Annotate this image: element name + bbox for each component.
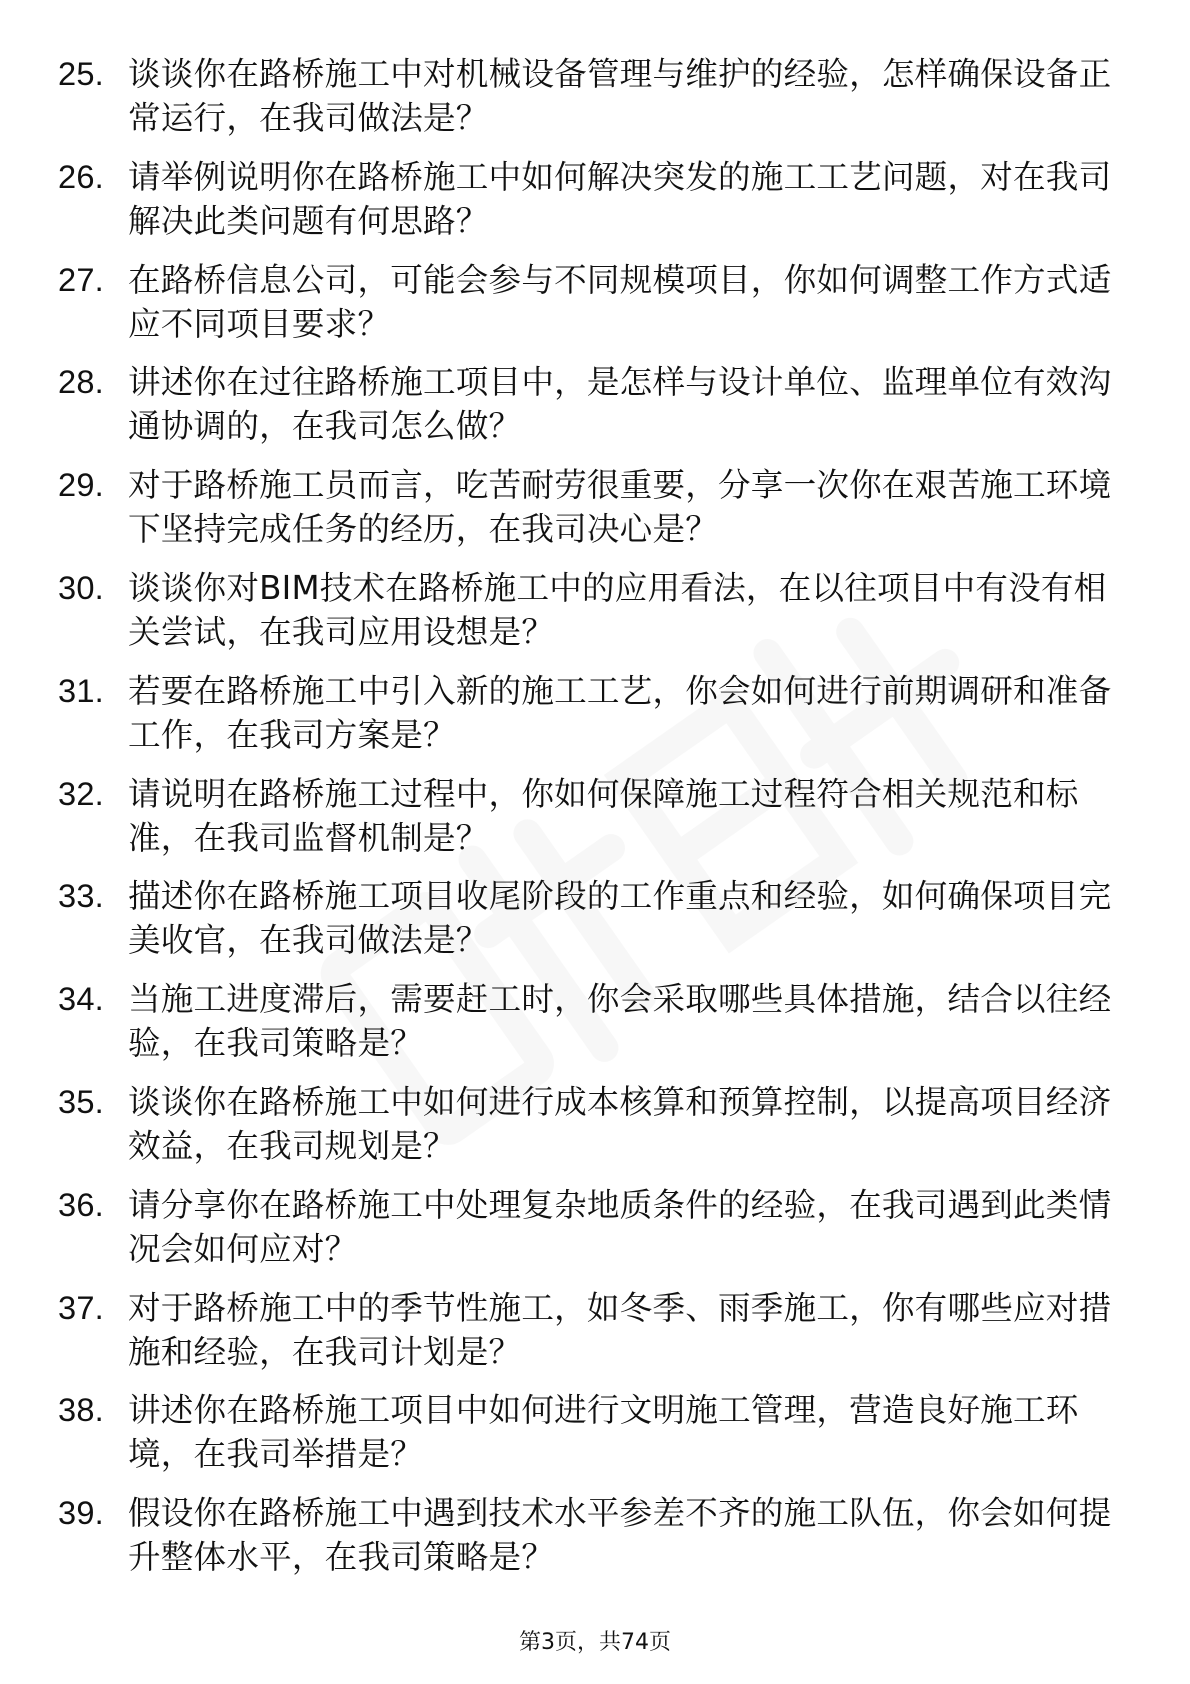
question-text: 在路桥信息公司，可能会参与不同规模项目，你如何调整工作方式适应不同项目要求？ <box>128 260 1112 343</box>
question-number: 37. <box>58 1288 104 1326</box>
question-item <box>58 1388 1118 1476</box>
question-number: 32. <box>58 774 104 812</box>
question-item <box>58 360 1118 448</box>
question-number: 30. <box>58 568 104 606</box>
question-text: 请举例说明你在路桥施工中如何解决突发的施工工艺问题，对在我司解决此类问题有何思路？ <box>128 157 1112 240</box>
question-text: 对于路桥施工中的季节性施工，如冬季、雨季施工，你有哪些应对措施和经验，在我司计划是？ <box>128 1288 1112 1371</box>
question-number: 25. <box>58 55 104 92</box>
question-text: 若要在路桥施工中引入新的施工工艺，你会如何进行前期调研和准备工作，在我司方案是？ <box>128 671 1112 754</box>
question-number: 27. <box>58 260 104 298</box>
question-text: 谈谈你对BIM技术在路桥施工中的应用看法，在以往项目中有没有相关尝试，在我司应用设想是？ <box>128 568 1107 651</box>
page-footer: 第3页，共74页 <box>519 1630 671 1655</box>
question-number: 38. <box>58 1391 104 1429</box>
question-item <box>58 772 1118 860</box>
question-item <box>58 874 1118 962</box>
question-number: 36. <box>58 1185 104 1223</box>
question-text: 描述你在路桥施工项目收尾阶段的工作重点和经验，如何确保项目完美收官，在我司做法是？ <box>128 877 1112 960</box>
question-item <box>58 977 1118 1065</box>
question-number: 33. <box>58 877 104 915</box>
question-number: 34. <box>58 980 104 1018</box>
question-item <box>58 52 1118 140</box>
question-number: 26. <box>58 157 104 195</box>
question-number: 31. <box>58 671 104 709</box>
question-number: 29. <box>58 466 104 504</box>
question-text: 对于路桥施工员而言，吃苦耐劳很重要，分享一次你在艰苦施工环境下坚持完成任务的经历，在我司决心是？ <box>128 466 1112 549</box>
question-item <box>58 1491 1118 1579</box>
question-item <box>58 1286 1118 1374</box>
question-text: 讲述你在过往路桥施工项目中，是怎样与设计单位、监理单位有效沟通协调的，在我司怎么做？ <box>128 363 1112 446</box>
question-text: 请说明在路桥施工过程中，你如何保障施工过程符合相关规范和标准，在我司监督机制是？ <box>128 774 1079 857</box>
question-item <box>58 155 1118 243</box>
question-number: 39. <box>58 1494 104 1532</box>
question-number: 28. <box>58 363 104 401</box>
question-item <box>58 1183 1118 1271</box>
question-list <box>58 52 1118 1594</box>
question-text: 假设你在路桥施工中遇到技术水平参差不齐的施工队伍，你会如何提升整体水平，在我司策略是？ <box>128 1494 1112 1577</box>
question-text: 谈谈你在路桥施工中如何进行成本核算和预算控制，以提高项目经济效益，在我司规划是？ <box>128 1082 1112 1165</box>
question-item <box>58 463 1118 551</box>
question-item <box>58 258 1118 346</box>
question-number: 35. <box>58 1082 104 1120</box>
question-text: 讲述你在路桥施工项目中如何进行文明施工管理，营造良好施工环境，在我司举措是？ <box>128 1391 1079 1474</box>
question-text: 请分享你在路桥施工中处理复杂地质条件的经验，在我司遇到此类情况会如何应对？ <box>128 1185 1112 1268</box>
question-item <box>58 566 1118 654</box>
question-item <box>58 1080 1118 1168</box>
question-text: 谈谈你在路桥施工中对机械设备管理与维护的经验，怎样确保设备正常运行，在我司做法是？ <box>128 55 1112 137</box>
question-text: 当施工进度滞后，需要赶工时，你会采取哪些具体措施，结合以往经验，在我司策略是？ <box>128 980 1112 1063</box>
question-item <box>58 669 1118 757</box>
